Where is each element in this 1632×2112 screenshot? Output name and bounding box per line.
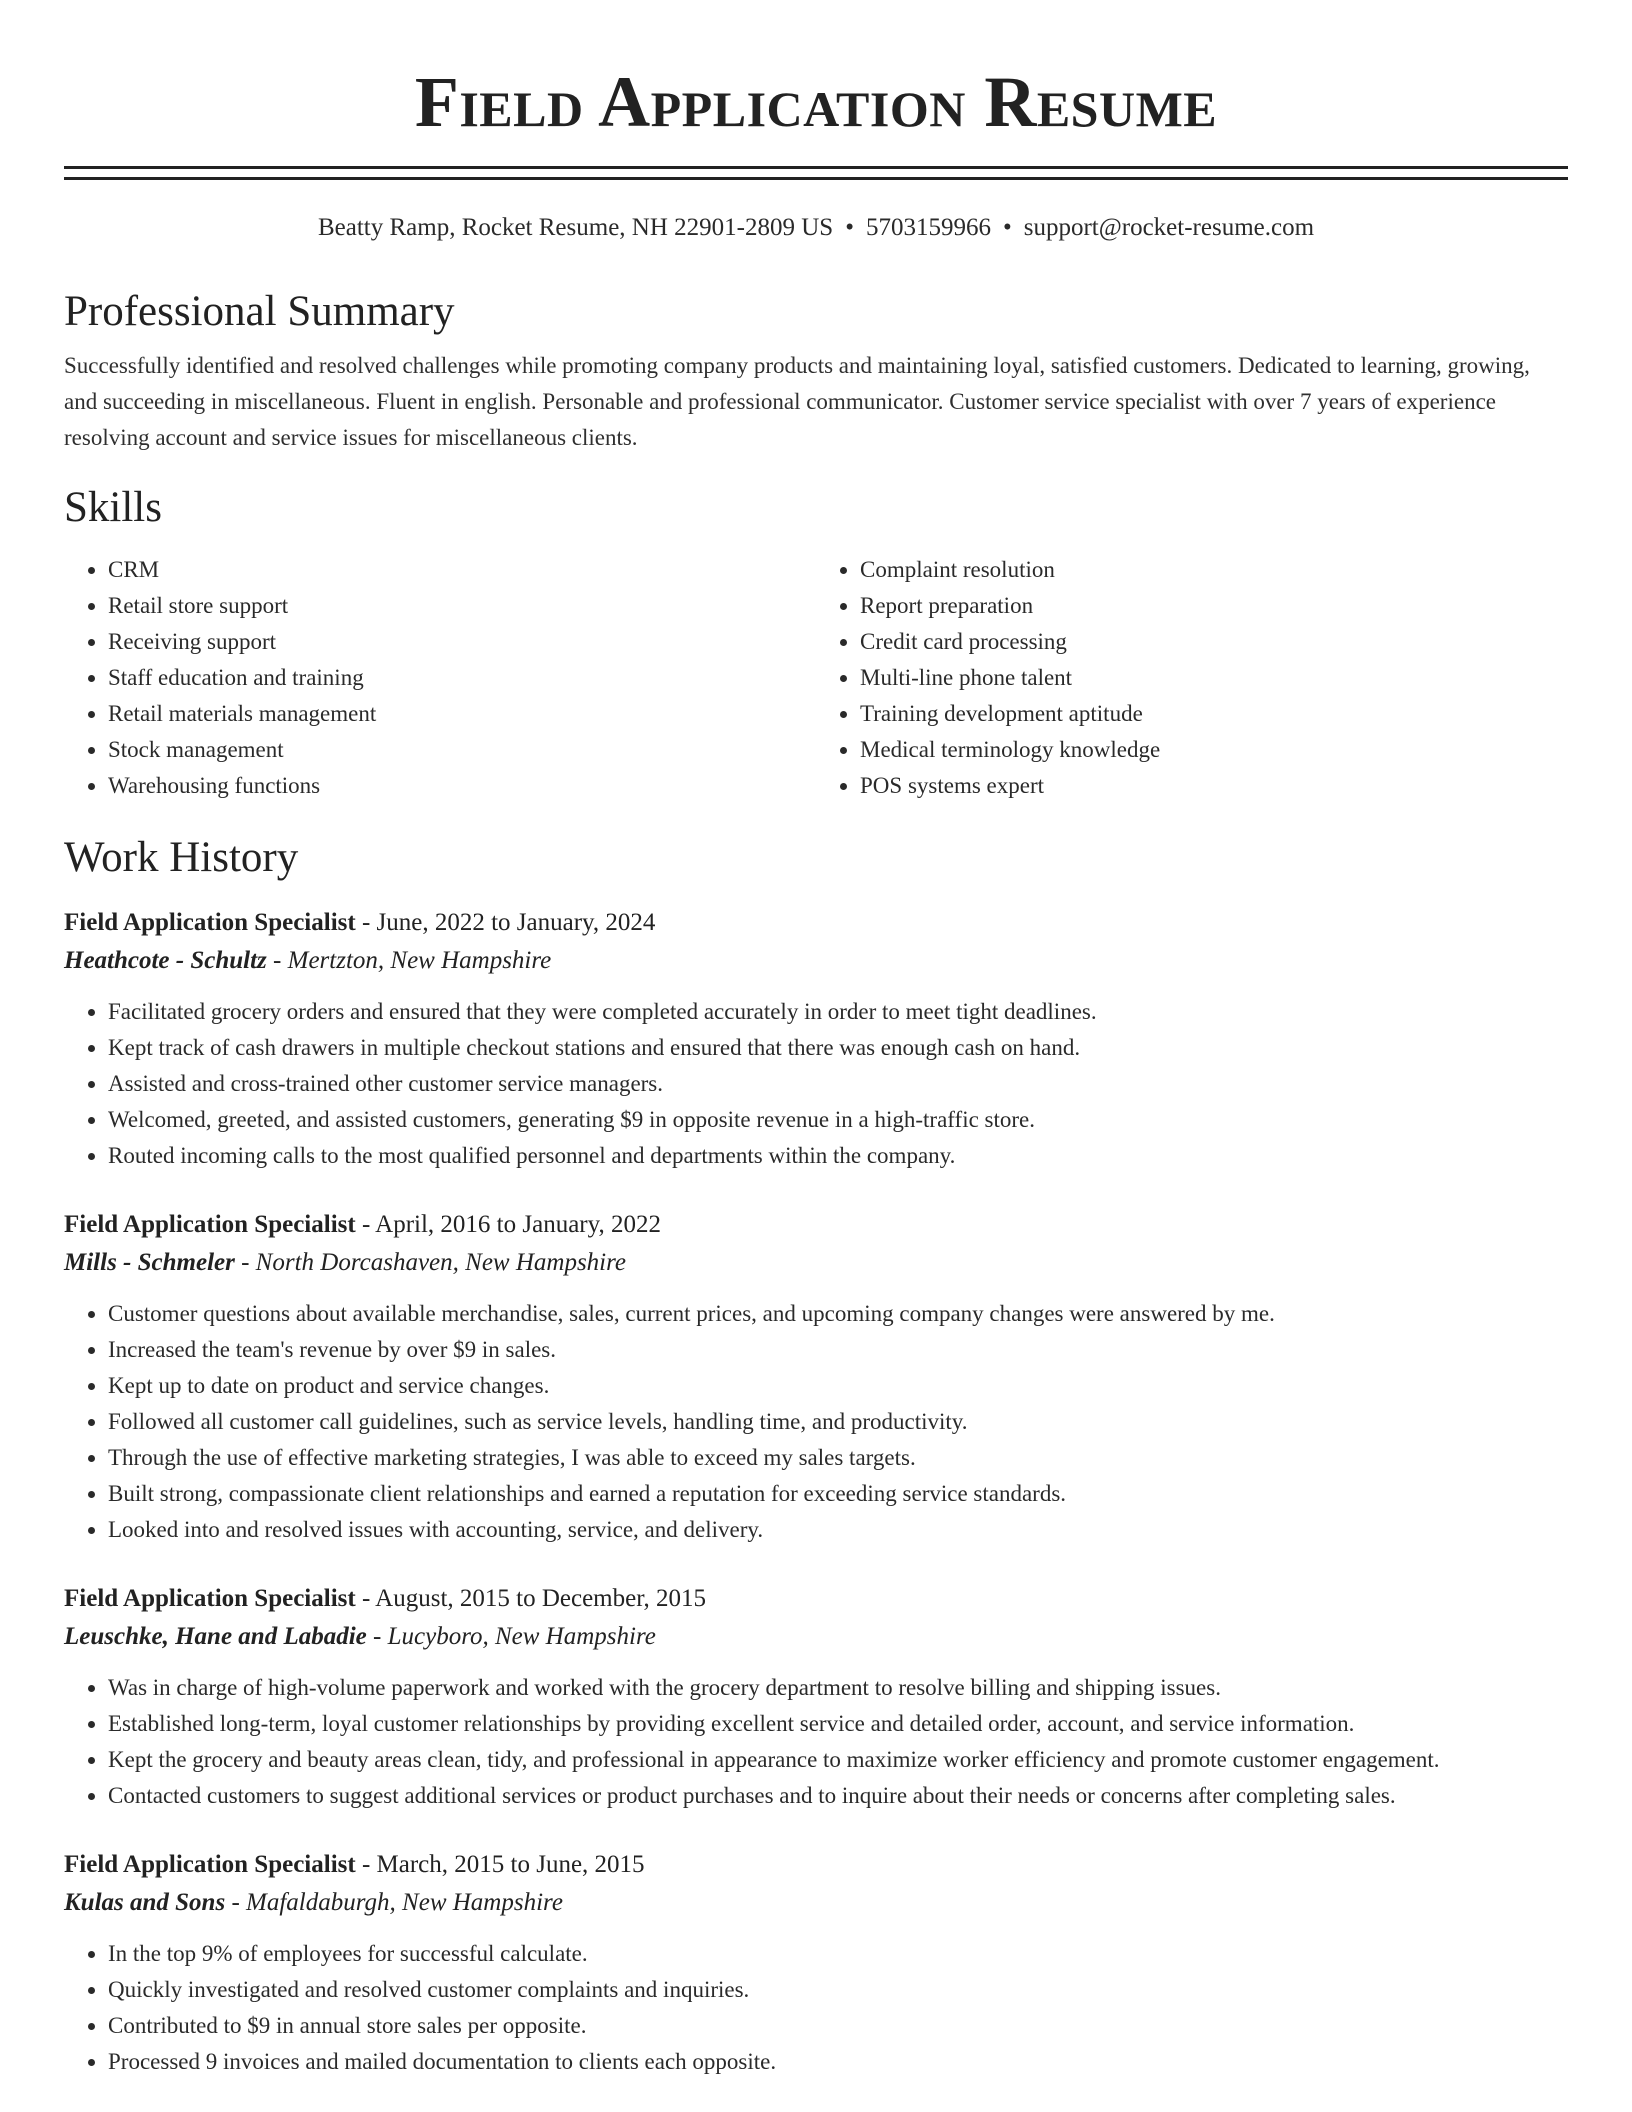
job-bullet: • Contacted customers to suggest additional services or product purchases and to inquire about their needs or concerns after completing sales.	[108, 1778, 1568, 1814]
skill-item: • Receiving support	[108, 624, 816, 660]
dash: -	[225, 1889, 247, 1916]
skill-item: • Training development aptitude	[860, 696, 1568, 732]
job-company: Mills - Schmeler	[64, 1249, 235, 1276]
skill-item: • Stock management	[108, 732, 816, 768]
job-dates: April, 2016 to January, 2022	[375, 1211, 661, 1238]
skill-item: • Report preparation	[860, 588, 1568, 624]
job-entry	[64, 904, 1568, 1174]
job-bullets	[64, 1936, 1568, 2080]
skill-item: • POS systems expert	[860, 768, 1568, 804]
dash: -	[355, 909, 377, 936]
title-divider	[64, 166, 1568, 180]
job-bullet: • Assisted and cross-trained other customer service managers.	[108, 1066, 1568, 1102]
job-bullet: • Processed 9 invoices and mailed documentation to clients each opposite.	[108, 2044, 1568, 2080]
job-role: Field Application Specialist	[64, 909, 356, 936]
dash: -	[355, 1211, 376, 1238]
dash: -	[234, 1249, 256, 1276]
job-bullet: • Quickly investigated and resolved customer complaints and inquiries.	[108, 1972, 1568, 2008]
job-bullet: • Welcomed, greeted, and assisted customers, generating $9 in opposite revenue in a high-traffic store.	[108, 1102, 1568, 1138]
job-company: Heathcote - Schultz	[64, 947, 267, 974]
skill-item: • CRM	[108, 552, 816, 588]
work-history-heading: Work History	[64, 834, 299, 881]
job-bullets	[64, 1296, 1568, 1548]
job-bullet: • Established long-term, loyal customer relationships by providing excellent service and detailed order, account, and service information.	[108, 1706, 1568, 1742]
job-bullet: • Customer questions about available merchandise, sales, current prices, and upcoming company changes were answered by me.	[108, 1296, 1568, 1332]
dash: -	[266, 947, 288, 974]
job-entry	[64, 1206, 1568, 1548]
contact-email: support@rocket-resume.com	[1023, 214, 1315, 241]
skill-item: • Complaint resolution	[860, 552, 1568, 588]
job-role: Field Application Specialist	[64, 1585, 356, 1612]
resume-title: Field Application Resume	[414, 62, 1218, 142]
skill-item: • Medical terminology knowledge	[860, 732, 1568, 768]
job-bullet: • Kept up to date on product and service changes.	[108, 1368, 1568, 1404]
job-title-line	[64, 1580, 1568, 1618]
job-bullet: • In the top 9% of employees for successful calculate.	[108, 1936, 1568, 1972]
contact-phone: 5703159966	[865, 214, 991, 241]
job-location: Mafaldaburgh, New Hampshire	[246, 1889, 563, 1916]
job-company: Leuschke, Hane and Labadie	[64, 1623, 367, 1650]
job-dates: March, 2015 to June, 2015	[376, 1851, 645, 1878]
job-location: Mertzton, New Hampshire	[287, 947, 552, 974]
job-company-line	[64, 1884, 1568, 1922]
skill-item: • Staff education and training	[108, 660, 816, 696]
job-bullet: • Looked into and resolved issues with accounting, service, and delivery.	[108, 1512, 1568, 1548]
contact-separator: •	[845, 214, 854, 241]
job-entry	[64, 1580, 1568, 1814]
summary-text: Successfully identified and resolved challenges while promoting company products and maintaining loyal, satisfied customers. Dedicated to learning, growing, and succeeding in miscellaneous. Fluent in english. Personable and professional communicator. Customer service specialist with over 7 years of experience resolving account and service issues for miscellaneous clients.	[64, 353, 1530, 450]
job-bullet: • Was in charge of high-volume paperwork and worked with the grocery department to resolve billing and shipping issues.	[108, 1670, 1568, 1706]
contact-separator: •	[1002, 214, 1012, 241]
job-role: Field Application Specialist	[64, 1211, 356, 1238]
job-title-line	[64, 1846, 1568, 1884]
job-bullet: • Contributed to $9 in annual store sales per opposite.	[108, 2008, 1568, 2044]
job-entry	[64, 1846, 1568, 2080]
dash: -	[355, 1585, 376, 1612]
skill-item: • Credit card processing	[860, 624, 1568, 660]
skill-item: • Warehousing functions	[108, 768, 816, 804]
job-role: Field Application Specialist	[64, 1851, 356, 1878]
job-dates: June, 2022 to January, 2024	[376, 909, 656, 936]
job-title-line	[64, 1206, 1568, 1244]
job-dates: August, 2015 to December, 2015	[375, 1585, 707, 1612]
job-title-line	[64, 904, 1568, 942]
job-bullet: • Facilitated grocery orders and ensured that they were completed accurately in order to meet tight deadlines.	[108, 994, 1568, 1030]
job-location: North Dorcashaven, New Hampshire	[255, 1249, 627, 1276]
skills-list-right	[816, 552, 1568, 804]
contact-address: Beatty Ramp, Rocket Resume, NH 22901-2809 US	[317, 214, 834, 241]
job-bullets	[64, 1670, 1568, 1814]
job-company: Kulas and Sons	[64, 1889, 226, 1916]
job-bullets	[64, 994, 1568, 1174]
job-company-line	[64, 1244, 1568, 1282]
contact-line	[64, 212, 1568, 244]
job-bullet: • Kept track of cash drawers in multiple checkout stations and ensured that there was enough cash on hand.	[108, 1030, 1568, 1066]
dash: -	[355, 1851, 377, 1878]
skill-item: • Retail materials management	[108, 696, 816, 732]
job-bullet: • Followed all customer call guidelines, such as service levels, handling time, and productivity.	[108, 1404, 1568, 1440]
job-bullet: • Kept the grocery and beauty areas clean, tidy, and professional in appearance to maximize worker efficiency and promote customer engagement.	[108, 1742, 1568, 1778]
skill-item: • Multi-line phone talent	[860, 660, 1568, 696]
dash: -	[366, 1623, 388, 1650]
skill-item: • Retail store support	[108, 588, 816, 624]
job-company-line	[64, 942, 1568, 980]
skills-heading: Skills	[64, 484, 162, 531]
skills-columns	[64, 552, 1568, 804]
job-bullet: • Built strong, compassionate client relationships and earned a reputation for exceeding service standards.	[108, 1476, 1568, 1512]
job-location: Lucyboro, New Hampshire	[387, 1623, 656, 1650]
job-company-line	[64, 1618, 1568, 1656]
skills-list-left	[64, 552, 816, 804]
job-bullet: • Increased the team's revenue by over $9 in sales.	[108, 1332, 1568, 1368]
job-bullet: • Through the use of effective marketing strategies, I was able to exceed my sales targets.	[108, 1440, 1568, 1476]
summary-heading: Professional Summary	[64, 288, 455, 335]
job-bullet: • Routed incoming calls to the most qualified personnel and departments within the company.	[108, 1138, 1568, 1174]
